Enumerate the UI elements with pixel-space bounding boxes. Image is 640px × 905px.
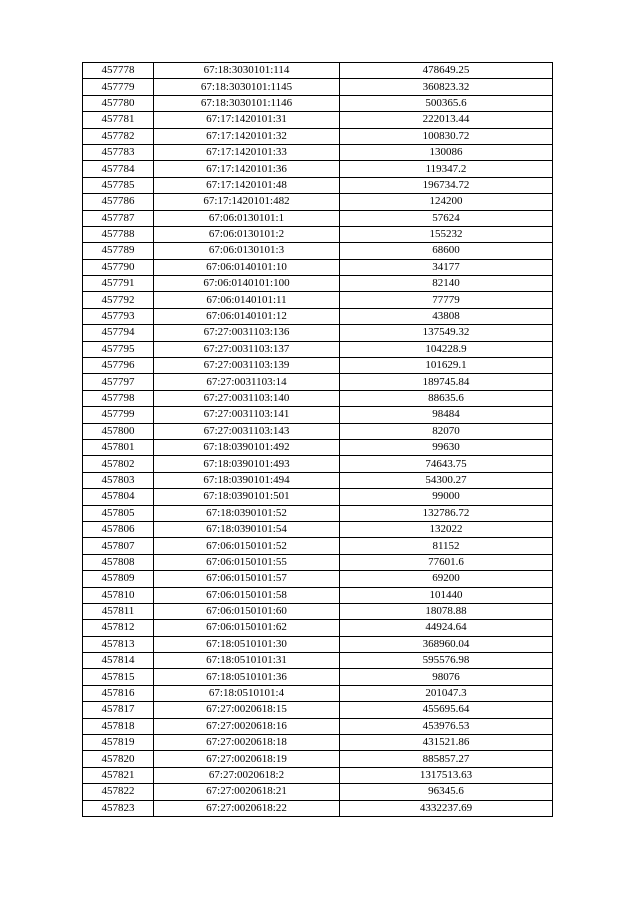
table-row <box>83 308 553 324</box>
row-number-cell: 457788 <box>83 226 154 242</box>
cadastral-number-cell: 67:17:1420101:33 <box>154 144 340 160</box>
value-cell: 57624 <box>340 210 553 226</box>
value-cell: 100830.72 <box>340 128 553 144</box>
cadastral-number-cell: 67:06:0140101:11 <box>154 292 340 308</box>
value-cell: 18078.88 <box>340 603 553 619</box>
table-row <box>83 259 553 275</box>
row-number-cell: 457809 <box>83 571 154 587</box>
row-number-cell: 457806 <box>83 521 154 537</box>
cadastral-number-cell: 67:18:0510101:31 <box>154 653 340 669</box>
table-row <box>83 161 553 177</box>
records-table <box>82 62 553 817</box>
cadastral-number-cell: 67:17:1420101:48 <box>154 177 340 193</box>
cadastral-number-cell: 67:06:0140101:10 <box>154 259 340 275</box>
value-cell: 74643.75 <box>340 456 553 472</box>
cadastral-number-cell: 67:18:0510101:4 <box>154 685 340 701</box>
table-row <box>83 292 553 308</box>
row-number-cell: 457799 <box>83 407 154 423</box>
row-number-cell: 457823 <box>83 800 154 816</box>
table-row <box>83 144 553 160</box>
table-row <box>83 784 553 800</box>
table-row <box>83 702 553 718</box>
row-number-cell: 457804 <box>83 489 154 505</box>
table-row <box>83 800 553 816</box>
cadastral-number-cell: 67:06:0130101:3 <box>154 243 340 259</box>
cadastral-number-cell: 67:27:0020618:22 <box>154 800 340 816</box>
table-row <box>83 767 553 783</box>
value-cell: 132022 <box>340 521 553 537</box>
cadastral-number-cell: 67:17:1420101:36 <box>154 161 340 177</box>
value-cell: 360823.32 <box>340 79 553 95</box>
row-number-cell: 457787 <box>83 210 154 226</box>
cadastral-number-cell: 67:27:0031103:136 <box>154 325 340 341</box>
value-cell: 124200 <box>340 194 553 210</box>
value-cell: 98076 <box>340 669 553 685</box>
row-number-cell: 457814 <box>83 653 154 669</box>
value-cell: 101440 <box>340 587 553 603</box>
value-cell: 54300.27 <box>340 472 553 488</box>
row-number-cell: 457792 <box>83 292 154 308</box>
value-cell: 34177 <box>340 259 553 275</box>
row-number-cell: 457779 <box>83 79 154 95</box>
cadastral-number-cell: 67:27:0020618:19 <box>154 751 340 767</box>
cadastral-number-cell: 67:18:0390101:54 <box>154 521 340 537</box>
row-number-cell: 457794 <box>83 325 154 341</box>
table-row <box>83 112 553 128</box>
table-row <box>83 95 553 111</box>
cadastral-number-cell: 67:06:0140101:12 <box>154 308 340 324</box>
value-cell: 98484 <box>340 407 553 423</box>
value-cell: 368960.04 <box>340 636 553 652</box>
value-cell: 101629.1 <box>340 358 553 374</box>
records-table-body <box>83 63 553 817</box>
row-number-cell: 457819 <box>83 735 154 751</box>
table-row <box>83 521 553 537</box>
row-number-cell: 457782 <box>83 128 154 144</box>
table-row <box>83 358 553 374</box>
value-cell: 4332237.69 <box>340 800 553 816</box>
cadastral-number-cell: 67:27:0031103:143 <box>154 423 340 439</box>
cadastral-number-cell: 67:27:0031103:14 <box>154 374 340 390</box>
cadastral-number-cell: 67:06:0150101:57 <box>154 571 340 587</box>
cadastral-number-cell: 67:27:0020618:15 <box>154 702 340 718</box>
value-cell: 155232 <box>340 226 553 242</box>
row-number-cell: 457795 <box>83 341 154 357</box>
table-row <box>83 751 553 767</box>
cadastral-number-cell: 67:06:0150101:58 <box>154 587 340 603</box>
table-row <box>83 407 553 423</box>
cadastral-number-cell: 67:18:0390101:493 <box>154 456 340 472</box>
value-cell: 99630 <box>340 439 553 455</box>
row-number-cell: 457808 <box>83 554 154 570</box>
cadastral-number-cell: 67:18:3030101:114 <box>154 63 340 79</box>
row-number-cell: 457785 <box>83 177 154 193</box>
table-row <box>83 128 553 144</box>
table-row <box>83 63 553 79</box>
row-number-cell: 457800 <box>83 423 154 439</box>
row-number-cell: 457815 <box>83 669 154 685</box>
table-row <box>83 538 553 554</box>
cadastral-number-cell: 67:06:0150101:62 <box>154 620 340 636</box>
cadastral-number-cell: 67:27:0031103:137 <box>154 341 340 357</box>
value-cell: 478649.25 <box>340 63 553 79</box>
row-number-cell: 457789 <box>83 243 154 259</box>
row-number-cell: 457783 <box>83 144 154 160</box>
cadastral-number-cell: 67:17:1420101:31 <box>154 112 340 128</box>
table-row <box>83 456 553 472</box>
cadastral-number-cell: 67:27:0031103:141 <box>154 407 340 423</box>
value-cell: 88635.6 <box>340 390 553 406</box>
cadastral-number-cell: 67:18:0390101:52 <box>154 505 340 521</box>
value-cell: 130086 <box>340 144 553 160</box>
row-number-cell: 457793 <box>83 308 154 324</box>
cadastral-number-cell: 67:27:0020618:21 <box>154 784 340 800</box>
table-row <box>83 554 553 570</box>
cadastral-number-cell: 67:06:0130101:1 <box>154 210 340 226</box>
row-number-cell: 457798 <box>83 390 154 406</box>
table-row <box>83 210 553 226</box>
table-row <box>83 243 553 259</box>
table-row <box>83 636 553 652</box>
value-cell: 82070 <box>340 423 553 439</box>
table-row <box>83 423 553 439</box>
row-number-cell: 457817 <box>83 702 154 718</box>
cadastral-number-cell: 67:06:0140101:100 <box>154 276 340 292</box>
value-cell: 431521.86 <box>340 735 553 751</box>
table-row <box>83 620 553 636</box>
table-row <box>83 79 553 95</box>
row-number-cell: 457818 <box>83 718 154 734</box>
table-row <box>83 571 553 587</box>
value-cell: 453976.53 <box>340 718 553 734</box>
value-cell: 455695.64 <box>340 702 553 718</box>
cadastral-number-cell: 67:18:0390101:501 <box>154 489 340 505</box>
table-row <box>83 439 553 455</box>
cadastral-number-cell: 67:06:0150101:60 <box>154 603 340 619</box>
cadastral-number-cell: 67:06:0150101:55 <box>154 554 340 570</box>
row-number-cell: 457811 <box>83 603 154 619</box>
row-number-cell: 457810 <box>83 587 154 603</box>
value-cell: 189745.84 <box>340 374 553 390</box>
value-cell: 132786.72 <box>340 505 553 521</box>
cadastral-number-cell: 67:27:0031103:140 <box>154 390 340 406</box>
cadastral-number-cell: 67:18:3030101:1145 <box>154 79 340 95</box>
value-cell: 43808 <box>340 308 553 324</box>
value-cell: 104228.9 <box>340 341 553 357</box>
table-row <box>83 226 553 242</box>
cadastral-number-cell: 67:17:1420101:482 <box>154 194 340 210</box>
row-number-cell: 457780 <box>83 95 154 111</box>
row-number-cell: 457778 <box>83 63 154 79</box>
cadastral-number-cell: 67:27:0020618:2 <box>154 767 340 783</box>
row-number-cell: 457822 <box>83 784 154 800</box>
table-row <box>83 194 553 210</box>
table-row <box>83 685 553 701</box>
cadastral-number-cell: 67:06:0150101:52 <box>154 538 340 554</box>
value-cell: 595576.98 <box>340 653 553 669</box>
row-number-cell: 457797 <box>83 374 154 390</box>
table-row <box>83 587 553 603</box>
value-cell: 44924.64 <box>340 620 553 636</box>
value-cell: 222013.44 <box>340 112 553 128</box>
row-number-cell: 457805 <box>83 505 154 521</box>
cadastral-number-cell: 67:18:0510101:36 <box>154 669 340 685</box>
row-number-cell: 457790 <box>83 259 154 275</box>
value-cell: 77779 <box>340 292 553 308</box>
cadastral-number-cell: 67:18:0390101:492 <box>154 439 340 455</box>
table-row <box>83 390 553 406</box>
table-row <box>83 669 553 685</box>
table-row <box>83 341 553 357</box>
row-number-cell: 457801 <box>83 439 154 455</box>
value-cell: 885857.27 <box>340 751 553 767</box>
row-number-cell: 457812 <box>83 620 154 636</box>
table-row <box>83 735 553 751</box>
value-cell: 99000 <box>340 489 553 505</box>
row-number-cell: 457821 <box>83 767 154 783</box>
cadastral-number-cell: 67:06:0130101:2 <box>154 226 340 242</box>
table-row <box>83 489 553 505</box>
row-number-cell: 457791 <box>83 276 154 292</box>
table-row <box>83 653 553 669</box>
row-number-cell: 457802 <box>83 456 154 472</box>
row-number-cell: 457813 <box>83 636 154 652</box>
value-cell: 196734.72 <box>340 177 553 193</box>
table-row <box>83 177 553 193</box>
row-number-cell: 457796 <box>83 358 154 374</box>
value-cell: 77601.6 <box>340 554 553 570</box>
row-number-cell: 457820 <box>83 751 154 767</box>
table-row <box>83 603 553 619</box>
row-number-cell: 457816 <box>83 685 154 701</box>
value-cell: 82140 <box>340 276 553 292</box>
cadastral-number-cell: 67:18:0390101:494 <box>154 472 340 488</box>
value-cell: 119347.2 <box>340 161 553 177</box>
row-number-cell: 457786 <box>83 194 154 210</box>
table-row <box>83 472 553 488</box>
value-cell: 68600 <box>340 243 553 259</box>
table-row <box>83 325 553 341</box>
cadastral-number-cell: 67:27:0031103:139 <box>154 358 340 374</box>
table-row <box>83 374 553 390</box>
row-number-cell: 457803 <box>83 472 154 488</box>
value-cell: 500365.6 <box>340 95 553 111</box>
cadastral-number-cell: 67:17:1420101:32 <box>154 128 340 144</box>
value-cell: 69200 <box>340 571 553 587</box>
table-row <box>83 718 553 734</box>
cadastral-number-cell: 67:18:3030101:1146 <box>154 95 340 111</box>
row-number-cell: 457784 <box>83 161 154 177</box>
value-cell: 201047.3 <box>340 685 553 701</box>
row-number-cell: 457807 <box>83 538 154 554</box>
cadastral-number-cell: 67:27:0020618:18 <box>154 735 340 751</box>
value-cell: 96345.6 <box>340 784 553 800</box>
value-cell: 1317513.63 <box>340 767 553 783</box>
cadastral-number-cell: 67:18:0510101:30 <box>154 636 340 652</box>
value-cell: 81152 <box>340 538 553 554</box>
table-row <box>83 505 553 521</box>
value-cell: 137549.32 <box>340 325 553 341</box>
table-row <box>83 276 553 292</box>
row-number-cell: 457781 <box>83 112 154 128</box>
cadastral-number-cell: 67:27:0020618:16 <box>154 718 340 734</box>
